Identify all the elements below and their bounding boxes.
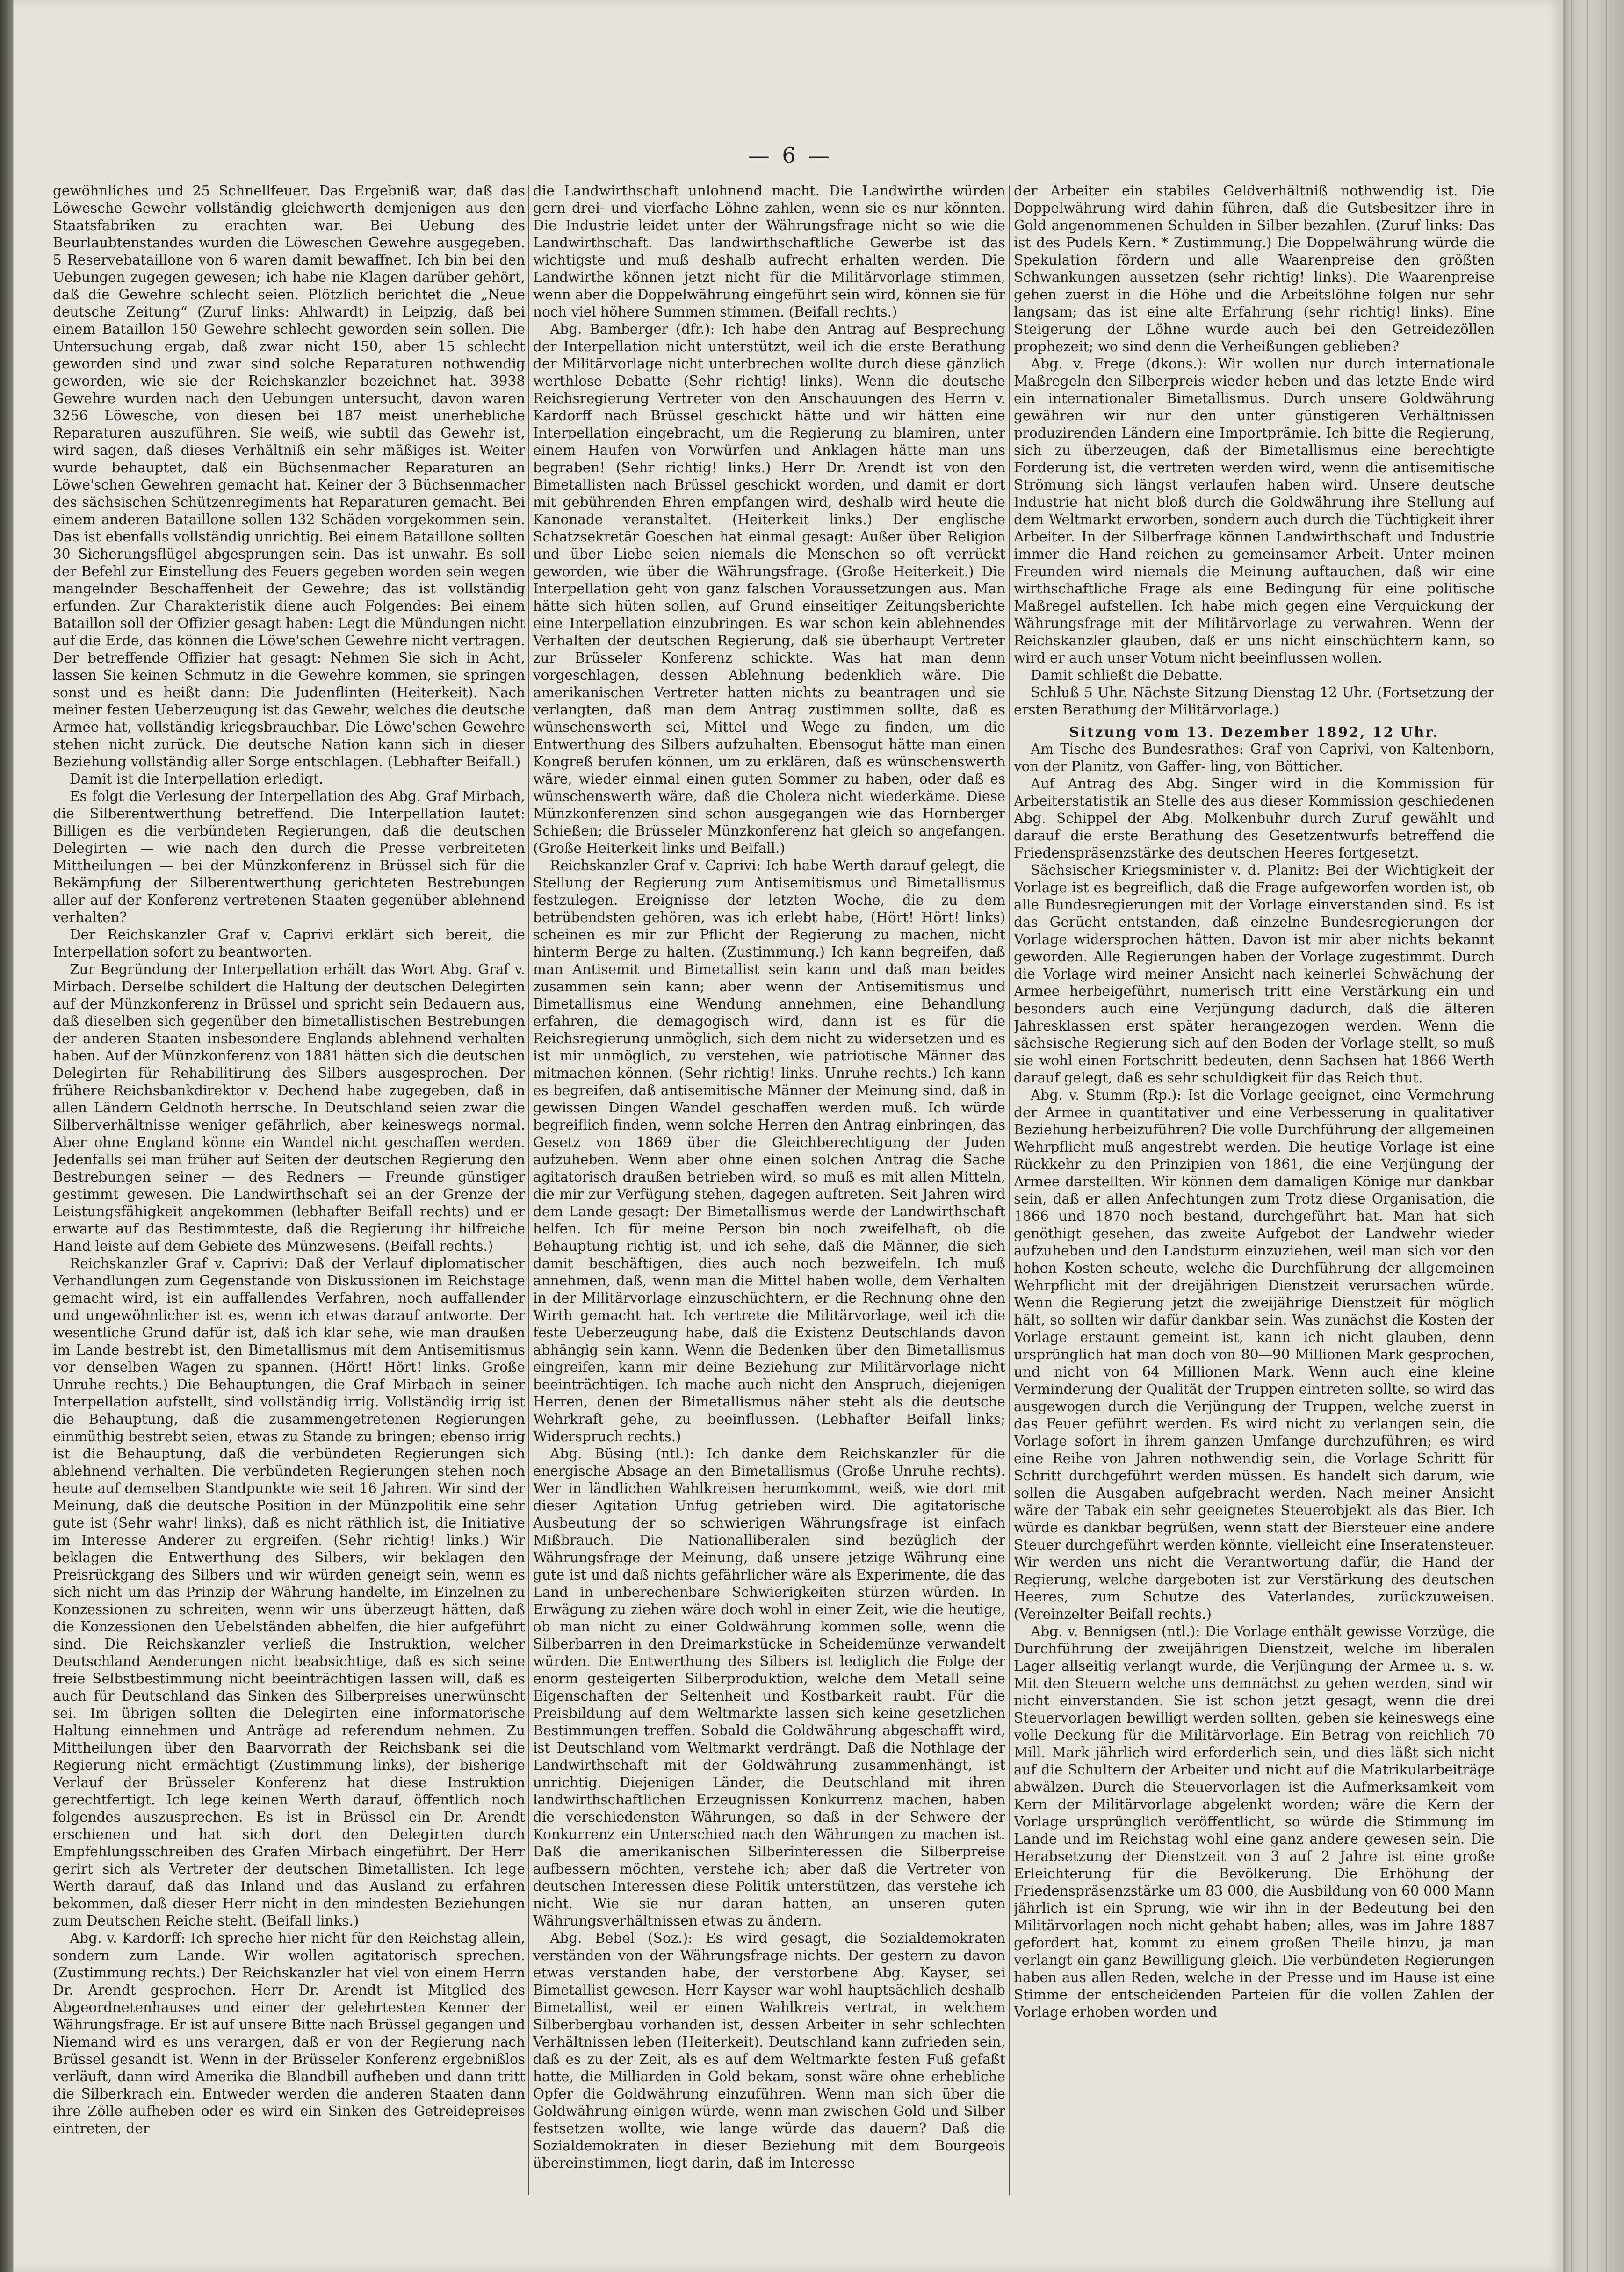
column-divider	[528, 185, 529, 2195]
paragraph: Es folgt die Verlesung der Interpellation des Abg. Graf Mirbach, die Silberentwerthung betreffend. Die Interpellation lautet: Billigen es die verbündeten Regierungen, daß die deutschen Delegirten — wie nach den durch die Presse verbreiteten Mittheilungen — bei der Münzkonferenz in Brüssel sich für die Bekämpfung der Silberentwerthung gerichteten Bestrebungen aller auf der Konferenz vertretenen Staaten gegenüber ablehnend verhalten?	[53, 788, 525, 925]
text-column-right	[1014, 182, 1494, 2212]
paragraph: der Arbeiter ein stabiles Geldverhältniß nothwendig ist. Die Doppelwährung wird dahin führen, daß die Gutsbesitzer ihre in Gold angenommenen Schulden in Silber bezahlen. (Zuruf links: Das ist des Pudels Kern. * Zustimmung.) Die Doppelwährung würde die Spekulation fördern und alle Waarenpreise den größten Schwankungen aussetzen (sehr richtig! links). Die Waarenpreise gehen zuerst in die Höhe und die Arbeitslöhne folgen nur sehr langsam; das ist eine alte Erfahrung (sehr richtig! links). Eine Steigerung der Löhne wurde auch bei den Getreidezöllen prophezeit; wo sind denn die Verheißungen geblieben?	[1014, 183, 1494, 354]
paragraph: Abg. v. Bennigsen (ntl.): Die Vorlage enthält gewisse Vorzüge, die Durchführung der zweijährigen Dienstzeit, welche im liberalen Lager allseitig verlangt wurde, die Verjüngung der Armee u. s. w. Mit den Steuern welche uns demnächst zu gehen werden, sind wir nicht einverstanden. Sie ist schon jetzt gesagt, wenn die drei Steuervorlagen bewilligt werden sollten, geben sie keineswegs eine volle Deckung für die Militärvorlage. Ein Betrag von reichlich 70 Mill. Mark jährlich wird erforderlich sein, und dies läßt sich nicht auf die Schultern der Arbeiter und nicht auf die Matrikularbeiträge abwälzen. Durch die Steuervorlagen ist die Aufmerksamkeit vom Kern der Militärvorlage abgelenkt worden; wäre die Kern der Vorlage ursprünglich veröffentlicht, so würde die Stimmung im Lande und im Reichstag wohl eine ganz andere gewesen sein. Die Herabsetzung der Dienstzeit von 3 auf 2 Jahre ist eine große Erleichterung für die Bevölkerung. Die Erhöhung der Friedenspräsenzstärke um 83 000, die Ausbildung von 60 000 Mann jährlich ist ein Sprung, wie wir ihn in der Bedeutung bei den Militärvorlagen noch nicht gehabt haben; alles, was im Jahre 1887 gefordert hat, kommt zu einem großen Theile hinzu, ja man verlangt ein ganz Bewilligung gleich. Die verbündeten Regierungen haben aus allen Reden, welche in der Presse und im Hause ist eine Stimme der entscheidenden Parteien für die vollen Zahlen der Vorlage erhoben worden und	[1014, 1623, 1494, 2020]
paragraph: die Landwirthschaft unlohnend macht. Die Landwirthe würden gern drei- und vierfache Löhne zahlen, wenn sie es nur könnten. Die Industrie leidet unter der Währungsfrage nicht so wie die Landwirthschaft. Das landwirthschaftliche Gewerbe ist das wichtigste und muß deshalb aufrecht erhalten werden. Die Landwirthe können jetzt nicht für die Militärvorlage stimmen, wenn aber die Doppelwährung eingeführt sein wird, können sie für noch viel höhere Summen stimmen. (Beifall rechts.)	[533, 183, 1005, 320]
paragraph: Schluß 5 Uhr. Nächste Sitzung Dienstag 12 Uhr. (Fortsetzung der ersten Berathung der Militärvorlage.)	[1014, 685, 1494, 718]
page-number: — 6 —	[748, 143, 833, 168]
paragraph: Abg. Büsing (ntl.): Ich danke dem Reichskanzler für die energische Absage an den Bimetallismus (Große Unruhe rechts). Wer in ländlichen Wahlkreisen herumkommt, weiß, wie dort mit dieser Agitation Unfug getrieben wird. Die agitatorische Ausbeutung der so schwierigen Währungsfrage ist einfach Mißbrauch. Die Nationalliberalen sind bezüglich der Währungsfrage der Meinung, daß unsere jetzige Währung eine gute ist und daß nichts gefährlicher wäre als Experimente, die das Land in unberechenbare Schwierigkeiten stürzen würden. In Erwägung zu ziehen wäre doch wohl in einer Zeit, wie die heutige, ob man nicht zu einer Goldwährung kommen solle, wenn die Silberbarren in den Dreimarkstücke in Scheidemünze verwandelt würden. Die Entwerthung des Silbers ist lediglich die Folge der enorm gesteigerten Silberproduktion, welche dem Metall seine Eigenschaften der Seltenheit und Kostbarkeit raubt. Für die Preisbildung auf dem Weltmarkte lassen sich keine gesetzlichen Bestimmungen treffen. Sobald die Goldwährung abgeschafft wird, ist Deutschland vom Weltmarkt verdrängt. Daß die Nothlage der Landwirthschaft mit der Goldwährung zusammenhängt, ist unrichtig. Diejenigen Länder, die Deutschland mit ihren landwirthschaftlichen Erzeugnissen Konkurrenz machen, haben die verschiedensten Währungen, so daß in der Schwere der Konkurrenz ein Unterschied nach den Währungen zu machen ist. Daß die amerikanischen Silberinteressen die Silberpreise aufbessern möchten, verstehe ich; aber daß die Vertreter von deutschen Interessen diese Politik unterstützen, das verstehe ich nicht. Wie sie nur daran hatten, an unseren guten Währungsverhältnissen etwas zu ändern.	[533, 1446, 1005, 1929]
text-column-left	[53, 182, 525, 2212]
paragraph: Abg. v. Frege (dkons.): Wir wollen nur durch internationale Maßregeln den Silberpreis wieder heben und das letzte Ende wird ein internationaler Bimetallismus. Durch unsere Goldwährung gewähren wir nur den unter günstigeren Verhältnissen produzirenden Ländern eine Importprämie. Ich bitte die Regierung, sich zu überzeugen, daß der Bimetallismus eine berechtigte Forderung ist, die vertreten werden wird, wenn die antisemitische Strömung sich längst verlaufen haben wird. Unsere deutsche Industrie hat nicht bloß durch die Goldwährung ihre Stellung auf dem Weltmarkt erworben, sondern auch durch die Tüchtigkeit ihrer Arbeiter. In der Silberfrage können Landwirthschaft und Industrie immer die Hand reichen zu gemeinsamer Arbeit. Unter meinen Freunden wird niemals die Meinung auftauchen, daß wir eine wirthschaftliche Frage als eine Bedingung für eine politische Maßregel aufstellen. Ich habe mich gegen eine Verquickung der Währungsfrage mit der Militärvorlage zu verwahren. Wenn der Reichskanzler glauben, daß er uns nicht einschüchtern kann, so wird er auch unser Votum nicht beeinflussen wollen.	[1014, 356, 1494, 666]
paragraph: Sächsischer Kriegsminister v. d. Planitz: Bei der Wichtigkeit der Vorlage ist es begreiflich, daß die Frage aufgeworfen worden ist, ob alle Bundesregierungen mit der Vorlage einverstanden sind. Es ist das Gerücht entstanden, daß einzelne Bundesregierungen der Vorlage widersprochen hätten. Davon ist mir aber nichts bekannt geworden. Alle Regierungen haben der Vorlage zugestimmt. Durch die Vorlage wird meiner Ansicht nach keinerlei Schwächung der Armee herbeigeführt, numerisch tritt eine Verstärkung ein und besonders auch eine Verjüngung dadurch, daß die älteren Jahresklassen erst später herangezogen werden. Wenn die sächsische Regierung sich auf den Boden der Vorlage stellt, so muß sie wohl einen Fortschritt bedeuten, denn Sachsen hat 1866 Werth darauf gelegt, daß es sehr schuldigkeit für das Reich thut.	[1014, 862, 1494, 1086]
paragraph: Damit ist die Interpellation erledigt.	[70, 771, 324, 787]
paragraph: Auf Antrag des Abg. Singer wird in die Kommission für Arbeiterstatistik an Stelle des aus dieser Kommission geschiedenen Abg. Schippel der Abg. Molkenbuhr durch Zuruf gewählt und darauf die erste Berathung des Gesetzentwurfs betreffend die Friedenspräsenzstärke des deutschen Heeres fortgesetzt.	[1014, 776, 1494, 861]
binding-margin	[0, 0, 13, 2272]
paragraph: Reichskanzler Graf v. Caprivi: Daß der Verlauf diplomatischer Verhandlungen zum Gegenstande von Diskussionen im Reichstage gemacht wird, ist ein auffallendes Verfahren, noch auffallender und ungewöhnlicher ist es, wenn ich etwas darauf antworte. Der wesentliche Grund dafür ist, daß ich klar sehe, wie man draußen im Lande bestrebt ist, den Bimetallismus mit dem Antisemitismus vor denselben Wagen zu spannen. (Hört! Hört! links. Große Unruhe rechts.) Die Behauptungen, die Graf Mirbach in seiner Interpellation aufstellt, sind vollständig irrig. Vollständig irrig ist die Behauptung, daß die zusammengetretenen Regierungen einmüthig bestrebt seien, etwas zu Stande zu bringen; ebenso irrig ist die Behauptung, daß die verbündeten Regierungen sich ablehnend verhalten. Die verbündeten Regierungen stehen noch heute auf demselben Standpunkte wie seit 16 Jahren. Wir sind der Meinung, daß die deutsche Position in der Münzpolitik eine sehr gute ist (Sehr wahr! links), daß es nicht räthlich ist, die Initiative im Interesse Anderer zu ergreifen. (Sehr richtig! links.) Wir beklagen die Entwerthung des Silbers, wir beklagen den Preisrückgang des Silbers und wir würden geneigt sein, wenn es sich nicht um das Prinzip der Währung handelte, im Einzelnen zu Konzessionen zu schreiten, wenn wir uns überzeugt hätten, daß die Konzessionen den Uebelständen abhelfen, die hier aufgeführt sind. Die Reichskanzler verließ die Instruktion, welcher Deutschland Aenderungen nicht beabsichtige, daß es sich seine freie Selbstbestimmung nicht beeinträchtigen lassen will, daß es auch für Deutschland das Sinken des Silberpreises unerwünscht sei. Im übrigen sollten die Delegirten eine informatorische Haltung einnehmen und Anträge ad referendum nehmen. Zu Mittheilungen über den Baarvorrath der Reichsbank sei die Regierung nicht ermächtigt (Zustimmung links), der bisherige Verlauf der Brüsseler Konferenz hat diese Instruktion gerechtfertigt. Ich lege keinen Werth darauf, öffentlich noch folgendes auszusprechen. Es ist in Brüssel ein Dr. Arendt erschienen und hat sich dort den Delegirten durch Empfehlungsschreiben des Grafen Mirbach eingeführt. Der Herr gerirt sich als Vertreter der deutschen Bimetallisten. Ich lege Werth darauf, daß das Inland und das Ausland zu erfahren bekommen, daß dieser Herr nicht in den mindesten Beziehungen zum Deutschen Reiche steht. (Beifall links.)	[53, 1255, 525, 1929]
text-column-middle	[533, 182, 1005, 2212]
paragraph: Abg. Bamberger (dfr.): Ich habe den Antrag auf Besprechung der Interpellation nicht unterstützt, weil ich die erste Berathung der Militärvorlage nicht unterbrechen wollte durch diese gänzlich werthlose Debatte (Sehr richtig! links). Wenn die deutsche Reichsregierung Vertreter von den Anschauungen des Herrn v. Kardorff nach Brüssel geschickt hätte und wir hätten eine Interpellation eingebracht, um die Regierung zu blamiren, unter einem Haufen von Vorwürfen und Anklagen hätte man uns begraben! (Sehr richtig! links.) Herr Dr. Arendt ist von den Bimetallisten nach Brüssel geschickt worden, und damit er dort mit gebührenden Ehren empfangen wird, deshalb wird heute die Kanonade veranstaltet. (Heiterkeit links.) Der englische Schatzsekretär Goeschen hat einmal gesagt: Außer über Religion und über Liebe seien niemals die Menschen so oft verrückt geworden, wie über die Währungsfrage. (Große Heiterkeit.) Die Interpellation geht von ganz falschen Voraussetzungen aus. Man hätte sich hüten sollen, auf Grund einseitiger Zeitungsberichte eine Interpellation einzubringen. Es war schon kein ablehnendes Verhalten der deutschen Regierung, daß sie überhaupt Vertreter zur Brüsseler Konferenz schickte. Was hat man denn vorgeschlagen, dessen Ablehnung bedenklich wäre. Die amerikanischen Vertreter hatten nichts zu beantragen und sie verlangten, daß man dem Antrag zustimmen sollte, daß es wünschenswerth sei, Mittel und Wege zu finden, um die Entwerthung des Silbers aufzuhalten. Ebensogut hätte man einen Kongreß berufen können, um zu erklären, daß es wünschenswerth wäre, wieder einmal einen guten Sommer zu haben, oder daß es wünschenswerth wäre, daß die Cholera nicht wiederkäme. Diese Münzkonferenzen sind schon ausgegangen wie das Hornberger Schießen; die Brüsseler Münzkonferenz hat gleich so angefangen. (Große Heiterkeit links und Beifall.)	[533, 321, 1005, 856]
paragraph: Abg. v. Stumm (Rp.): Ist die Vorlage geeignet, eine Vermehrung der Armee in quantitativer und eine Verbesserung in qualitativer Beziehung herbeizuführen? Die volle Durchführung der allgemeinen Wehrpflicht muß angestrebt werden. Die heutige Vorlage ist eine Rückkehr zu den Prinzipien von 1861, die eine Verjüngung der Armee darstellten. Wir können dem damaligen Könige nur dankbar sein, daß er allen Anfechtungen zum Trotz diese Organisation, die 1866 und 1870 noch bestand, durchgeführt hat. Man hat sich genöthigt gesehen, das zweite Aufgebot der Landwehr wieder aufzuheben und den Landsturm einzuziehen, weil man sich vor den hohen Kosten scheute, welche die Durchführung der allgemeinen Wehrpflicht mit der dreijährigen Dienstzeit verursachen würde. Wenn die Regierung jetzt die zweijährige Dienstzeit für möglich hält, so sollten wir dafür dankbar sein. Was zunächst die Kosten der Vorlage erstaunt gemeint ist, kann ich nicht glauben, denn ursprünglich hat man doch von 80—90 Millionen Mark gesprochen, und nicht von 64 Millionen Mark. Wenn auch eine kleine Verminderung der Qualität der Truppen eintreten sollte, so wird das ausgewogen durch die Verjüngung der Truppen, welche zuerst in das Feuer geführt werden. Es wird nicht zu verlangen sein, die Vorlage sofort in ihrem ganzen Umfange durchzuführen; es wird eine Reihe von Jahren nothwendig sein, die Vorlage Schritt für Schritt durchgeführt werden müssen. Es handelt sich darum, wie sollen die Ausgaben aufgebracht werden. Nach meiner Ansicht wäre der Tabak ein sehr geeignetes Steuerobjekt als das Bier. Ich würde es dankbar begrüßen, wenn statt der Biersteuer eine andere Steuer durchgeführt werden könnte, vielleicht eine Inseratensteuer. Wir werden uns nicht die Verantwortung dafür, die Hand der Regierung, welche dargeboten ist zur Verstärkung des deutschen Heeres, zum Schutze des Vaterlandes, zurückzuweisen. (Vereinzelter Beifall rechts.)	[1014, 1087, 1494, 1622]
paragraph: Reichskanzler Graf v. Caprivi: Ich habe Werth darauf gelegt, die Stellung der Regierung zum Antisemitismus und Bimetallismus festzulegen. Ereignisse der letzten Woche, die zu dem betrübendsten gehören, was ich erlebt habe, (Hört! Hört! links) scheinen es mir zur Pflicht der Regierung zu machen, nicht hinterm Berge zu halten. (Zustimmung.) Ich kann begreifen, daß man Antisemit und Bimetallist sein kann und daß man beides zusammen sein kann; aber wenn der Antisemitismus und Bimetallismus eine Wendung annehmen, eine Behandlung erfahren, die demagogisch wird, dann ist es für die Reichsregierung unmöglich, sich dem nicht zu widersetzen und es ist mir unmöglich, zu verstehen, wie patriotische Männer das mitmachen können. (Sehr richtig! links. Unruhe rechts.) Ich kann es begreifen, daß antisemitische Männer der Meinung sind, daß in gewissen Dingen Wandel geschaffen werden muß. Ich würde begreiflich finden, wenn solche Herren den Antrag einbringen, das Gesetz von 1869 über die Gleichberechtigung der Juden aufzuheben. Wenn aber ohne einen solchen Antrag die Sache agitatorisch draußen betrieben wird, so muß es mit allen Mitteln, die mir zur Verfügung stehen, dagegen auftreten. Seit Jahren wird dem Lande gesagt: Der Bimetallismus werde der Landwirthschaft helfen. Ich für meine Person bin noch zweifelhaft, ob die Behauptung richtig ist, und ich sehe, daß die Männer, die sich damit beschäftigen, dies auch noch bezweifeln. Ich muß annehmen, daß, wenn man die Mittel haben wolle, dem Verhalten in der Militärvorlage einzuschüchtern, er die Rechnung ohne den Wirth gemacht hat. Ich vertrete die Militärvorlage, weil ich die feste Ueberzeugung habe, daß die Existenz Deutschlands davon abhängig sein kann. Wenn die Bedenken über den Bimetallismus eingreifen, kann mir deine Beziehung zur Militärvorlage nicht beeinträchtigen. Ich mache auch nicht den Anspruch, diejenigen Herren, denen der Bimetallismus näher steht als die deutsche Wehrkraft gehe, zu beeinflussen. (Lebhafter Beifall links; Widerspruch rechts.)	[533, 858, 1005, 1444]
paragraph: Am Tische des Bundesrathes: Graf von Caprivi, von Kaltenborn, von der Planitz, von Gaffer- ling, von Bötticher.	[1014, 741, 1494, 774]
paragraph: Zur Begründung der Interpellation erhält das Wort Abg. Graf v. Mirbach. Derselbe schildert die Haltung der deutschen Delegirten auf der Münzkonferenz in Brüssel und spricht sein Bedauern aus, daß dieselben sich gegenüber den bimetallistischen Bestrebungen der anderen Staaten insbesondere Englands ablehnend verhalten haben. Auf der Münzkonferenz von 1881 hätten sich die deutschen Delegirten für Rehabilitirung des Silbers ausgesprochen. Der frühere Reichsbankdirektor v. Dechend habe zugegeben, daß in allen Ländern Geldnoth herrsche. In Deutschland seien zwar die Silberverhältnisse weniger gefährlich, aber keineswegs normal. Aber ohne England könne ein Wandel nicht geschaffen werden. Jedenfalls sei man früher auf Seiten der deutschen Regierung den Bestrebungen seiner — des Redners — Freunde günstiger gestimmt gewesen. Die Landwirthschaft sei an der Grenze der Leistungsfähigkeit angekommen (lebhafter Beifall rechts) und er erwarte auf das Bestimmteste, daß die Regierung ihr hilfreiche Hand leiste auf dem Gebiete des Münzwesens. (Beifall rechts.)	[53, 961, 525, 1254]
paragraph: Abg. Bebel (Soz.): Es wird gesagt, die Sozialdemokraten verständen von der Währungsfrage nichts. Der gestern zu davon etwas verstanden habe, der verstorbene Abg. Kayser, sei Bimetallist gewesen. Herr Kayser war wohl hauptsächlich deshalb Bimetallist, weil er einen Wahlkreis vertrat, in welchem Silberbergbau vorhanden ist, dessen Arbeiter in sehr schlechten Verhältnissen leben (Heiterkeit). Deutschland kann zufrieden sein, daß es zu der Zeit, als es auf dem Weltmarkte festen Fuß gefaßt hatte, die Milliarden in Gold bekam, sonst wäre ohne erhebliche Opfer die Goldwährung einzuführen. Wenn man sich über die Goldwährung einigen würde, wenn man zwischen Gold und Silber festsetzen wollte, wie lange würde das dauern? Daß die Sozialdemokraten in dieser Beziehung mit dem Bourgeois übereinstimmen, liegt darin, daß im Interesse	[533, 1930, 1005, 2171]
paragraph: Abg. v. Kardorff: Ich spreche hier nicht für den Reichstag allein, sondern zum Lande. Wir wollen agitatorisch sprechen. (Zustimmung rechts.) Der Reichskanzler hat viel von einem Herrn Dr. Arendt gesprochen. Herr Dr. Arendt ist Mitglied des Abgeordnetenhauses und einer der gelehrtesten Kenner der Währungsfrage. Er ist auf unsere Bitte nach Brüssel gegangen und Niemand wird es uns verargen, daß er von der Regierung nach Brüssel gesandt ist. Wenn in der Brüsseler Konferenz ergebnißlos verläuft, dann wird Amerika die Blandbill aufheben und dann tritt die Silberkrach ein. Entweder werden die anderen Staaten dann ihre Zölle aufheben oder es wird ein Sinken des Getreidepreises eintreten, der	[53, 1930, 525, 2136]
paragraph: gewöhnliches und 25 Schnellfeuer. Das Ergebniß war, daß das Löwesche Gewehr vollständig gleichwerth demjenigen aus den Staatsfabriken zu erachten war. Bei Uebung des Beurlaubtenstandes wurden die Löweschen Gewehre ausgegeben. 5 Reservebataillone von 6 waren damit bewaffnet. Ich bin bei den Uebungen zugegen gewesen; ich habe nie Klagen darüber gehört, daß die Gewehre schlecht seien. Plötzlich berichtet die „Neue deutsche Zeitung“ (Zuruf links: Ahlwardt) in Leipzig, daß bei einem Bataillon 150 Gewehre schlecht geworden sein sollen. Die Untersuchung ergab, daß zwar nicht 150, aber 15 schlecht geworden sind und zwar sind solche Reparaturen nothwendig geworden, wie sie der Reichskanzler bezeichnet hat. 3938 Gewehre wurden nach den Uebungen untersucht, davon waren 3256 Löwesche, von diesen bei 187 meist unerhebliche Reparaturen auszuführen. Sie weiß, wie subtil das Gewehr ist, wird sagen, daß dieses Verhältniß ein sehr mäßiges ist. Weiter wurde behauptet, daß ein Büchsenmacher Reparaturen an Löwe'schen Gewehren gemacht hat. Keiner der 3 Büchsenmacher des sächsischen Schützenregiments hat Reparaturen gemacht. Bei einem anderen Bataillone sollen 132 Schäden vorgekommen sein. Das ist ebenfalls vollständig unrichtig. Bei einem Bataillone sollten 30 Sicherungsflügel abgesprungen sein. Das ist unwahr. Es soll der Befehl zur Einstellung des Feuers gegeben worden sein wegen mangelnder Beschaffenheit der Gewehre; das ist vollständig erfunden. Zur Charakteristik diene auch Folgendes: Bei einem Bataillon soll der Offizier gesagt haben: Legt die Mündungen nicht auf die Erde, das können die Löwe'schen Gewehre nicht vertragen. Der betreffende Offizier hat gesagt: Nehmen Sie sich in Acht, lassen Sie keinen Schmutz in die Gewehre kommen, sie springen sonst und es heißt dann: Die Judenflinten (Heiterkeit). Nach meiner festen Ueberzeugung ist das Gewehr, welches die deutsche Armee hat, vollständig kriegsbrauchbar. Die Löwe'schen Gewehre stehen nicht zurück. Die deutsche Nation kann sich in dieser Beziehung vollständig aller Sorge entschlagen. (Lebhafter Beifall.)	[53, 183, 525, 770]
page-stack-edge	[1563, 0, 1624, 2272]
session-heading: Sitzung vom 13. Dezember 1892, 12 Uhr.	[1069, 724, 1439, 740]
column-divider	[1009, 185, 1010, 2195]
paragraph: Damit schließt die Debatte.	[1031, 667, 1223, 683]
paragraph: Der Reichskanzler Graf v. Caprivi erklärt sich bereit, die Interpellation sofort zu beantworten.	[53, 927, 525, 960]
